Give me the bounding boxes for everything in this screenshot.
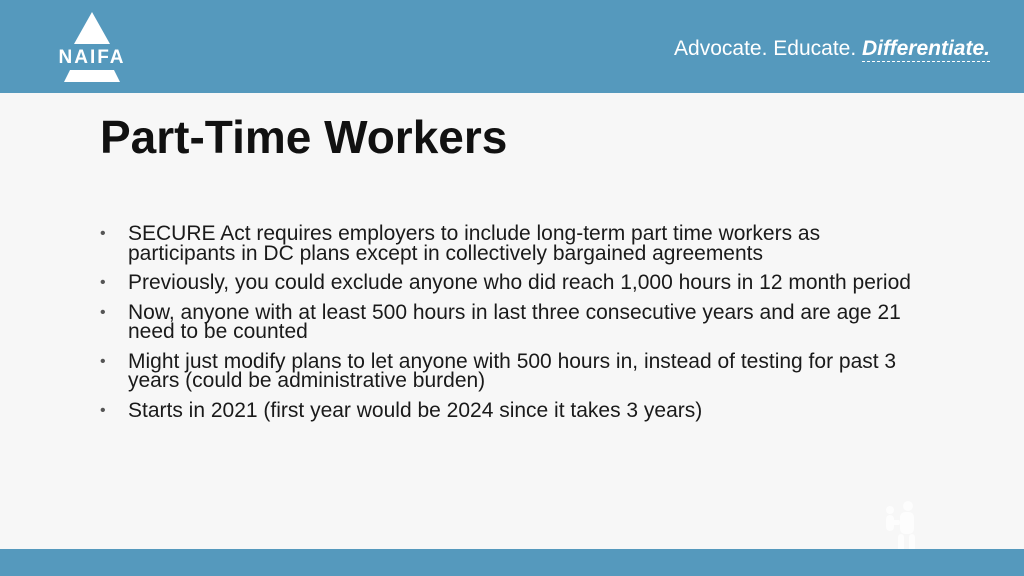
naifa-triangle-logo-icon bbox=[46, 10, 138, 82]
tagline bbox=[674, 36, 990, 62]
bullet-text: SECURE Act requires employers to include long-term part time workers as participants in DC plans except in collectively bargained agreements bbox=[128, 222, 821, 265]
bullet-text: Starts in 2021 (first year would be 2024 since it takes 3 years) bbox=[128, 398, 703, 422]
bullet-text: Previously, you could exclude anyone who did reach 1,000 hours in 12 month period bbox=[128, 271, 911, 294]
footer-band bbox=[0, 549, 1024, 576]
bullet-item bbox=[100, 300, 930, 343]
tagline-emphasis: Differentiate. bbox=[862, 37, 990, 60]
bullet-marker: • bbox=[100, 401, 106, 419]
naifa-logo bbox=[46, 10, 138, 82]
slide-title: Part-Time Workers bbox=[100, 111, 508, 163]
bullet-item bbox=[100, 349, 930, 392]
tagline-main: Advocate. Educate. bbox=[674, 37, 863, 60]
bullet-item bbox=[100, 398, 930, 422]
bullet-item bbox=[100, 224, 930, 263]
bullet-marker: • bbox=[100, 274, 106, 291]
bullet-text: Now, anyone with at least 500 hours in last three consecutive years and are age 21 need to be counted bbox=[128, 300, 901, 343]
bullet-item bbox=[100, 273, 930, 293]
bullet-marker: • bbox=[100, 352, 106, 370]
logo-text: NAIFA bbox=[58, 47, 126, 68]
header-band bbox=[0, 0, 1024, 93]
bullet-text: Might just modify plans to let anyone with 500 hours in, instead of testing for past 3 years (could be administrative burden) bbox=[128, 349, 897, 392]
bullet-marker: • bbox=[100, 225, 106, 242]
bullet-marker: • bbox=[100, 303, 106, 321]
bullet-list bbox=[100, 224, 930, 430]
